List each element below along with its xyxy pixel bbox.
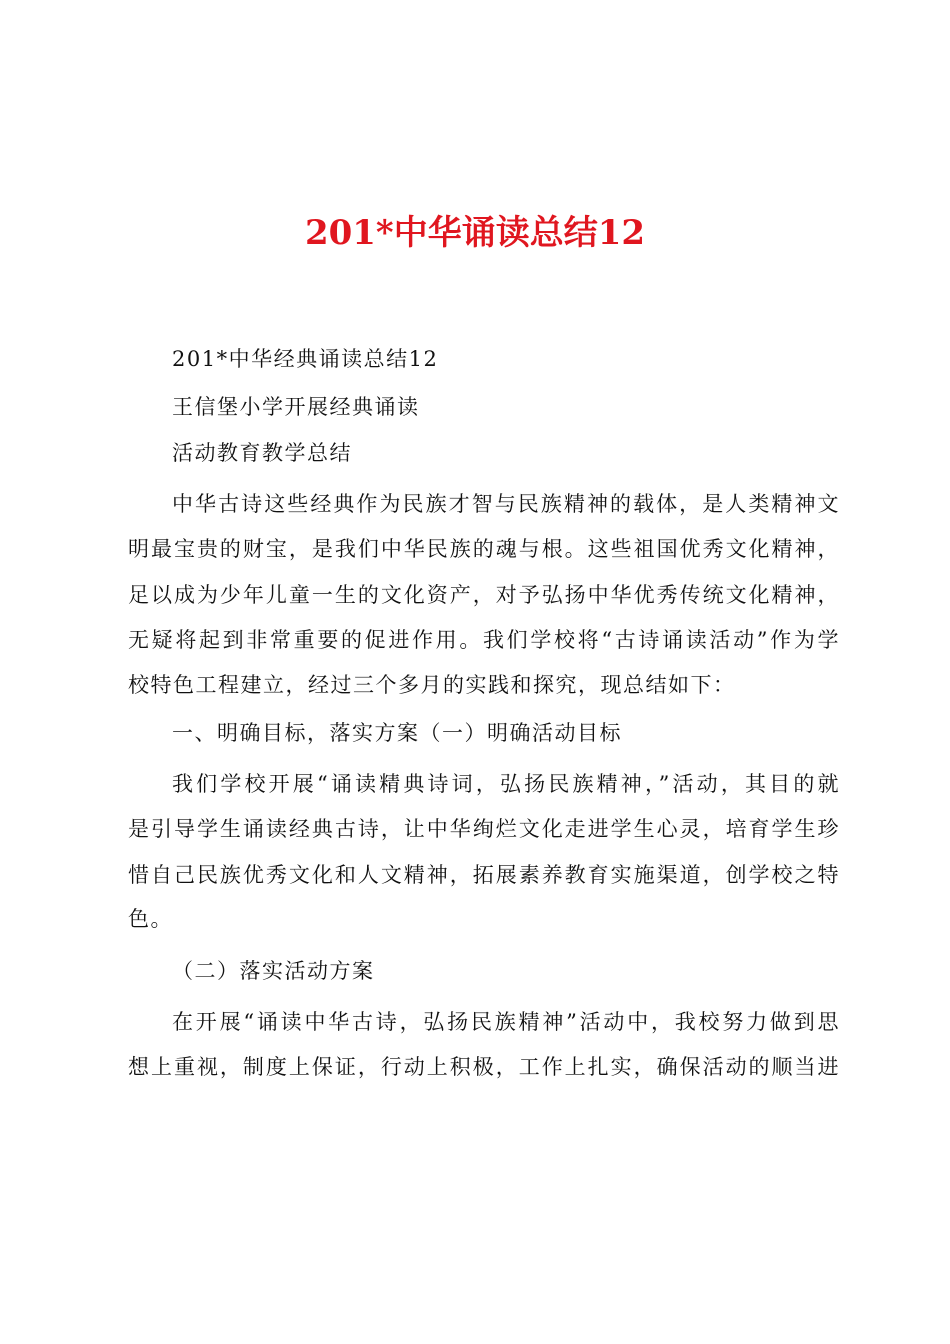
subtitle-line: 201*中华经典诵读总结12: [172, 347, 439, 371]
document-title: 201*中华诵读总结12: [304, 213, 646, 253]
paragraph-intro-line-5: 校特色工程建立，经过三个多月的实践和探究，现总结如下：: [128, 673, 736, 697]
school-name-line: 王信堡小学开展经典诵读: [172, 395, 420, 419]
paragraph-goal-line-3: 惜自己民族优秀文化和人文精神，拓展素养教育实施渠道，创学校之特: [128, 863, 840, 887]
paragraph-plan-line-2: 想上重视，制度上保证，行动上积极，工作上扎实，确保活动的顺当进: [128, 1055, 840, 1079]
paragraph-plan-line-1: 在开展“诵读中华古诗，弘扬民族精神”活动中，我校努力做到思: [172, 1010, 840, 1034]
paragraph-goal-line-1: 我们学校开展“诵读精典诗词，弘扬民族精神，”活动，其目的就: [172, 772, 840, 796]
section-two-heading: （二）落实活动方案: [172, 959, 375, 983]
summary-heading-line: 活动教育教学总结: [172, 441, 352, 465]
paragraph-intro-line-4: 无疑将起到非常重要的促进作用。我们学校将“古诗诵读活动”作为学: [128, 628, 840, 652]
paragraph-intro-line-3: 足以成为少年儿童一生的文化资产，对予弘扬中华优秀传统文化精神，: [128, 583, 840, 607]
paragraph-intro-line-1: 中华古诗这些经典作为民族才智与民族精神的载体，是人类精神文: [172, 492, 840, 516]
document-body: [128, 344, 840, 1082]
paragraph-goal-line-2: 是引导学生诵读经典古诗，让中华绚烂文化走进学生心灵，培育学生珍: [128, 817, 840, 841]
section-one-heading: 一、明确目标，落实方案（一）明确活动目标: [172, 721, 622, 745]
paragraph-intro-line-2: 明最宝贵的财宝，是我们中华民族的魂与根。这些祖国优秀文化精神，: [128, 537, 840, 561]
paragraph-goal-line-4: 色。: [128, 907, 173, 931]
